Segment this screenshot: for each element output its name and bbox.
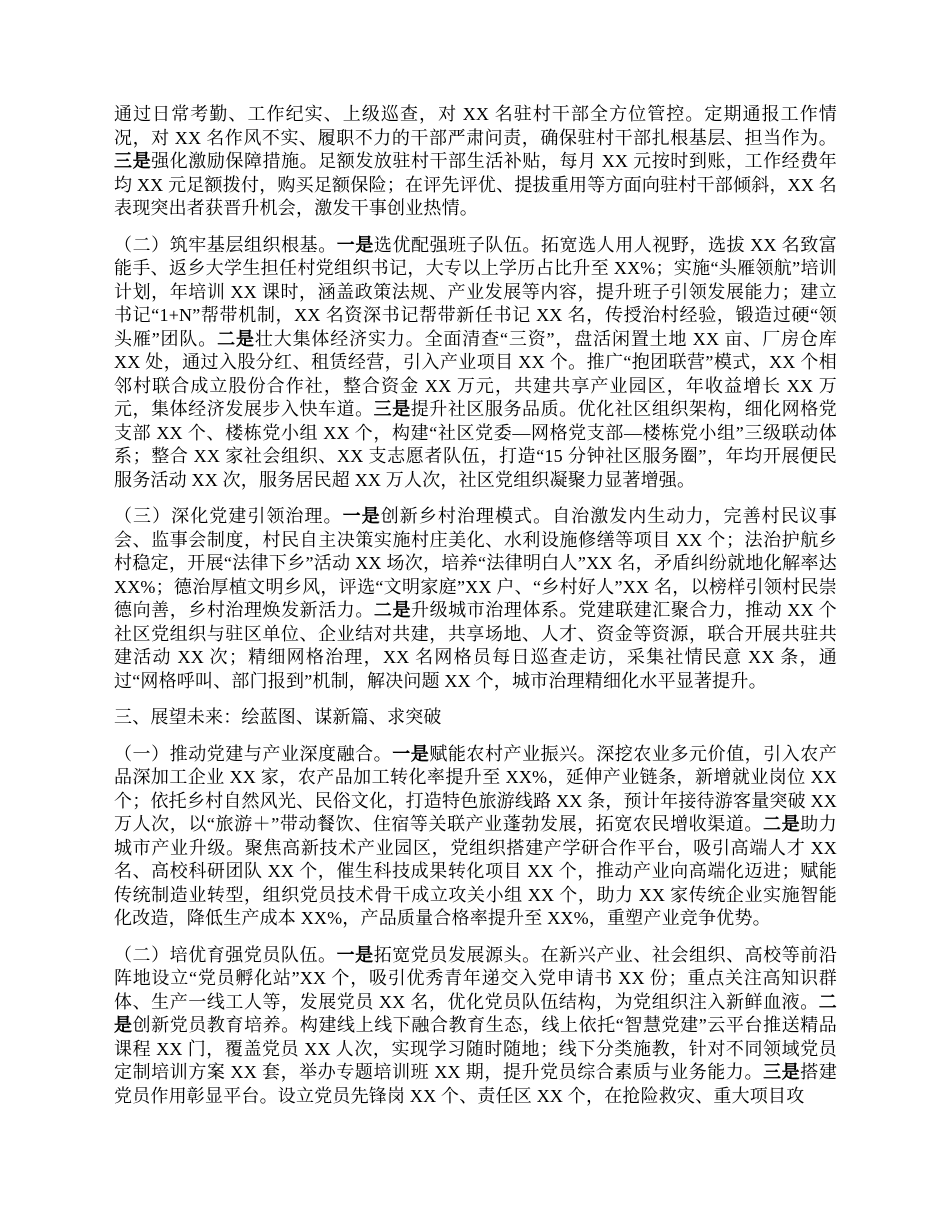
body-paragraph [114,944,837,1109]
text-run: （一）推动党建与产业深度融合。 [114,743,393,764]
text-run: 赋能农村产业振兴。深挖农业多元价值，引入农产品深加工企业 XX 家，农产品加工转化率提升至 XX%，延伸产业链条，新增就业岗位 XX 个；依托乡村自然风光、民俗文化，打造特色旅游线路 XX 条，预计年接待游客量突破 XX 万人次，以“旅游＋”带动餐饮、住宿等关联产业蓬勃发展，拓宽农民增收渠道。 [114,743,838,834]
emphasis-run: 三是 [114,151,152,171]
text-run: 通过日常考勤、工作纪实、上级巡查，对 XX 名驻村干部全方位管控。定期通报工作情况，对 XX 名作风不实、履职不力的干部严肃问责，确保驻村干部扎根基层、担当作为。 [114,104,837,148]
text-run: （二）筑牢基层组织根基。 [114,234,337,255]
section-heading [114,706,837,730]
text-run: （二）培优育强党员队伍。 [114,944,337,965]
emphasis-run: 一是 [342,506,381,526]
body-paragraph [114,234,837,493]
emphasis-run: 一是 [336,944,374,965]
text-run: 选优配强班子队伍。拓宽选人用人视野，选拔 XX 名致富能手、返乡大学生担任村党组织书记，大专以上学历占比升至 XX%；实施“头雁领航”培训计划，年培训 XX 课时，涵盖政策法规、产业发展等内容，提升班子引领发展能力；建立书记“1+N”帮带机制，XX 名资深书记帮带新任书记 XX 名，传授治村经验，锻造过硬“领头雁”团队。 [114,234,838,349]
text-run: 助力城市产业升级。聚焦高新技术产业园区，党组织搭建产学研合作平台，吸引高端人才 XX 名、高校科研团队 XX 个，催生科技成果转化项目 XX 个，推动产业向高端化迈进；赋能传统制造业转型，组织党员技术骨干成立攻关小组 XX 个，助力 XX 家传统企业实施智能化改造，降低生产成本 XX%，产品质量合格率提升至 XX%，重塑产业竞争优势。 [114,814,837,928]
emphasis-run: 二是 [217,328,255,349]
text-run: 升级城市治理体系。党建联建汇聚合力，推动 XX 个社区党组织与驻区单位、企业结对共建，共享场地、人才、资金等资源，联合开展共驻共建活动 XX 次；精细网格治理，XX 名网格员每日巡查走访，采集社情民意 XX 条，通过“网格呼叫、部门报到”机制，解决问题 XX 个，城市治理精细化水平显著提升。 [114,600,838,691]
body-paragraph [114,103,837,221]
emphasis-run: 二是 [373,600,412,620]
text-run: 壮大集体经济实力。全面清查“三资”，盘活闲置土地 XX 亩、厂房仓库 XX 处，通过入股分红、租赁经营，引入产业项目 XX 个。推广“抱团联营”模式，XX 个相邻村联合成立股份合作社，整合资金 XX 万元，共建共享产业园区，年收益增长 XX 万元，集体经济发展步入快车道。 [114,328,837,419]
emphasis-run: 三是 [373,399,411,419]
emphasis-run: 三是 [763,1062,801,1082]
text-run: 强化激励保障措施。足额发放驻村干部生活补贴，每月 XX 元按时到账，工作经费年均 XX 元足额拨付，购买足额保险；在评先评优、提拔重用等方面向驻村干部倾斜，XX 名表现突出者获晋升机会，激发干事创业热情。 [114,151,838,218]
document-body [114,103,837,1108]
text-run: 创新党员教育培养。构建线上线下融合教育生态，线上依托“智慧党建”云平台推送精品课程 XX 门，覆盖党员 XX 人次，实现学习随时随地；线下分类施教，针对不同领域党员定制培训方案 XX 套，举办专题培训班 XX 期，提升党员综合素质与业务能力。 [114,1015,837,1082]
text-run: 搭建党员作用彰显平台。设立党员先锋岗 XX 个、责任区 XX 个，在抢险救灾、重大项目攻 [114,1062,838,1106]
body-paragraph [114,743,837,931]
text-run: 拓宽党员发展源头。在新兴产业、社会组织、高校等前沿阵地设立“党员孵化站”XX 个，吸引优秀青年递交入党申请书 XX 份；重点关注高知识群体、生产一线工人等，发展党员 XX 名，优化党员队伍结构，为党组织注入新鲜血液。 [114,944,838,1012]
text-run: （三）深化党建引领治理。 [114,506,343,526]
body-paragraph [114,505,837,693]
emphasis-run: 二是 [114,991,837,1035]
text-run: 提升社区服务品质。优化社区组织架构，细化网格党支部 XX 个、楼栋党小组 XX 个，构建“社区党委—网格党支部—楼栋党小组”三级联动体系；整合 XX 家社会组织、XX 支志愿者队伍，打造“15 分钟社区服务圈”，年均开展便民服务活动 XX 次，服务居民超 XX 万人次，社区党组织凝聚力显著增强。 [114,399,837,490]
text-run: 三、展望未来：绘蓝图、谋新篇、求突破 [114,707,442,727]
emphasis-run: 一是 [392,743,430,764]
emphasis-run: 一是 [336,234,374,255]
text-run: 创新乡村治理模式。自治激发内生动力，完善村民议事会、监事会制度，村民自主决策实施村庄美化、水利设施修缮等项目 XX 个；法治护航乡村稳定，开展“法律下乡”活动 XX 场次，培养“法律明白人”XX 名，矛盾纠纷就地化解率达 XX%；德治厚植文明乡风，评选“文明家庭”XX 户、“乡村好人”XX 名，以榜样引领村民崇德向善，乡村治理焕发新活力。 [114,506,837,620]
emphasis-run: 二是 [763,814,801,834]
